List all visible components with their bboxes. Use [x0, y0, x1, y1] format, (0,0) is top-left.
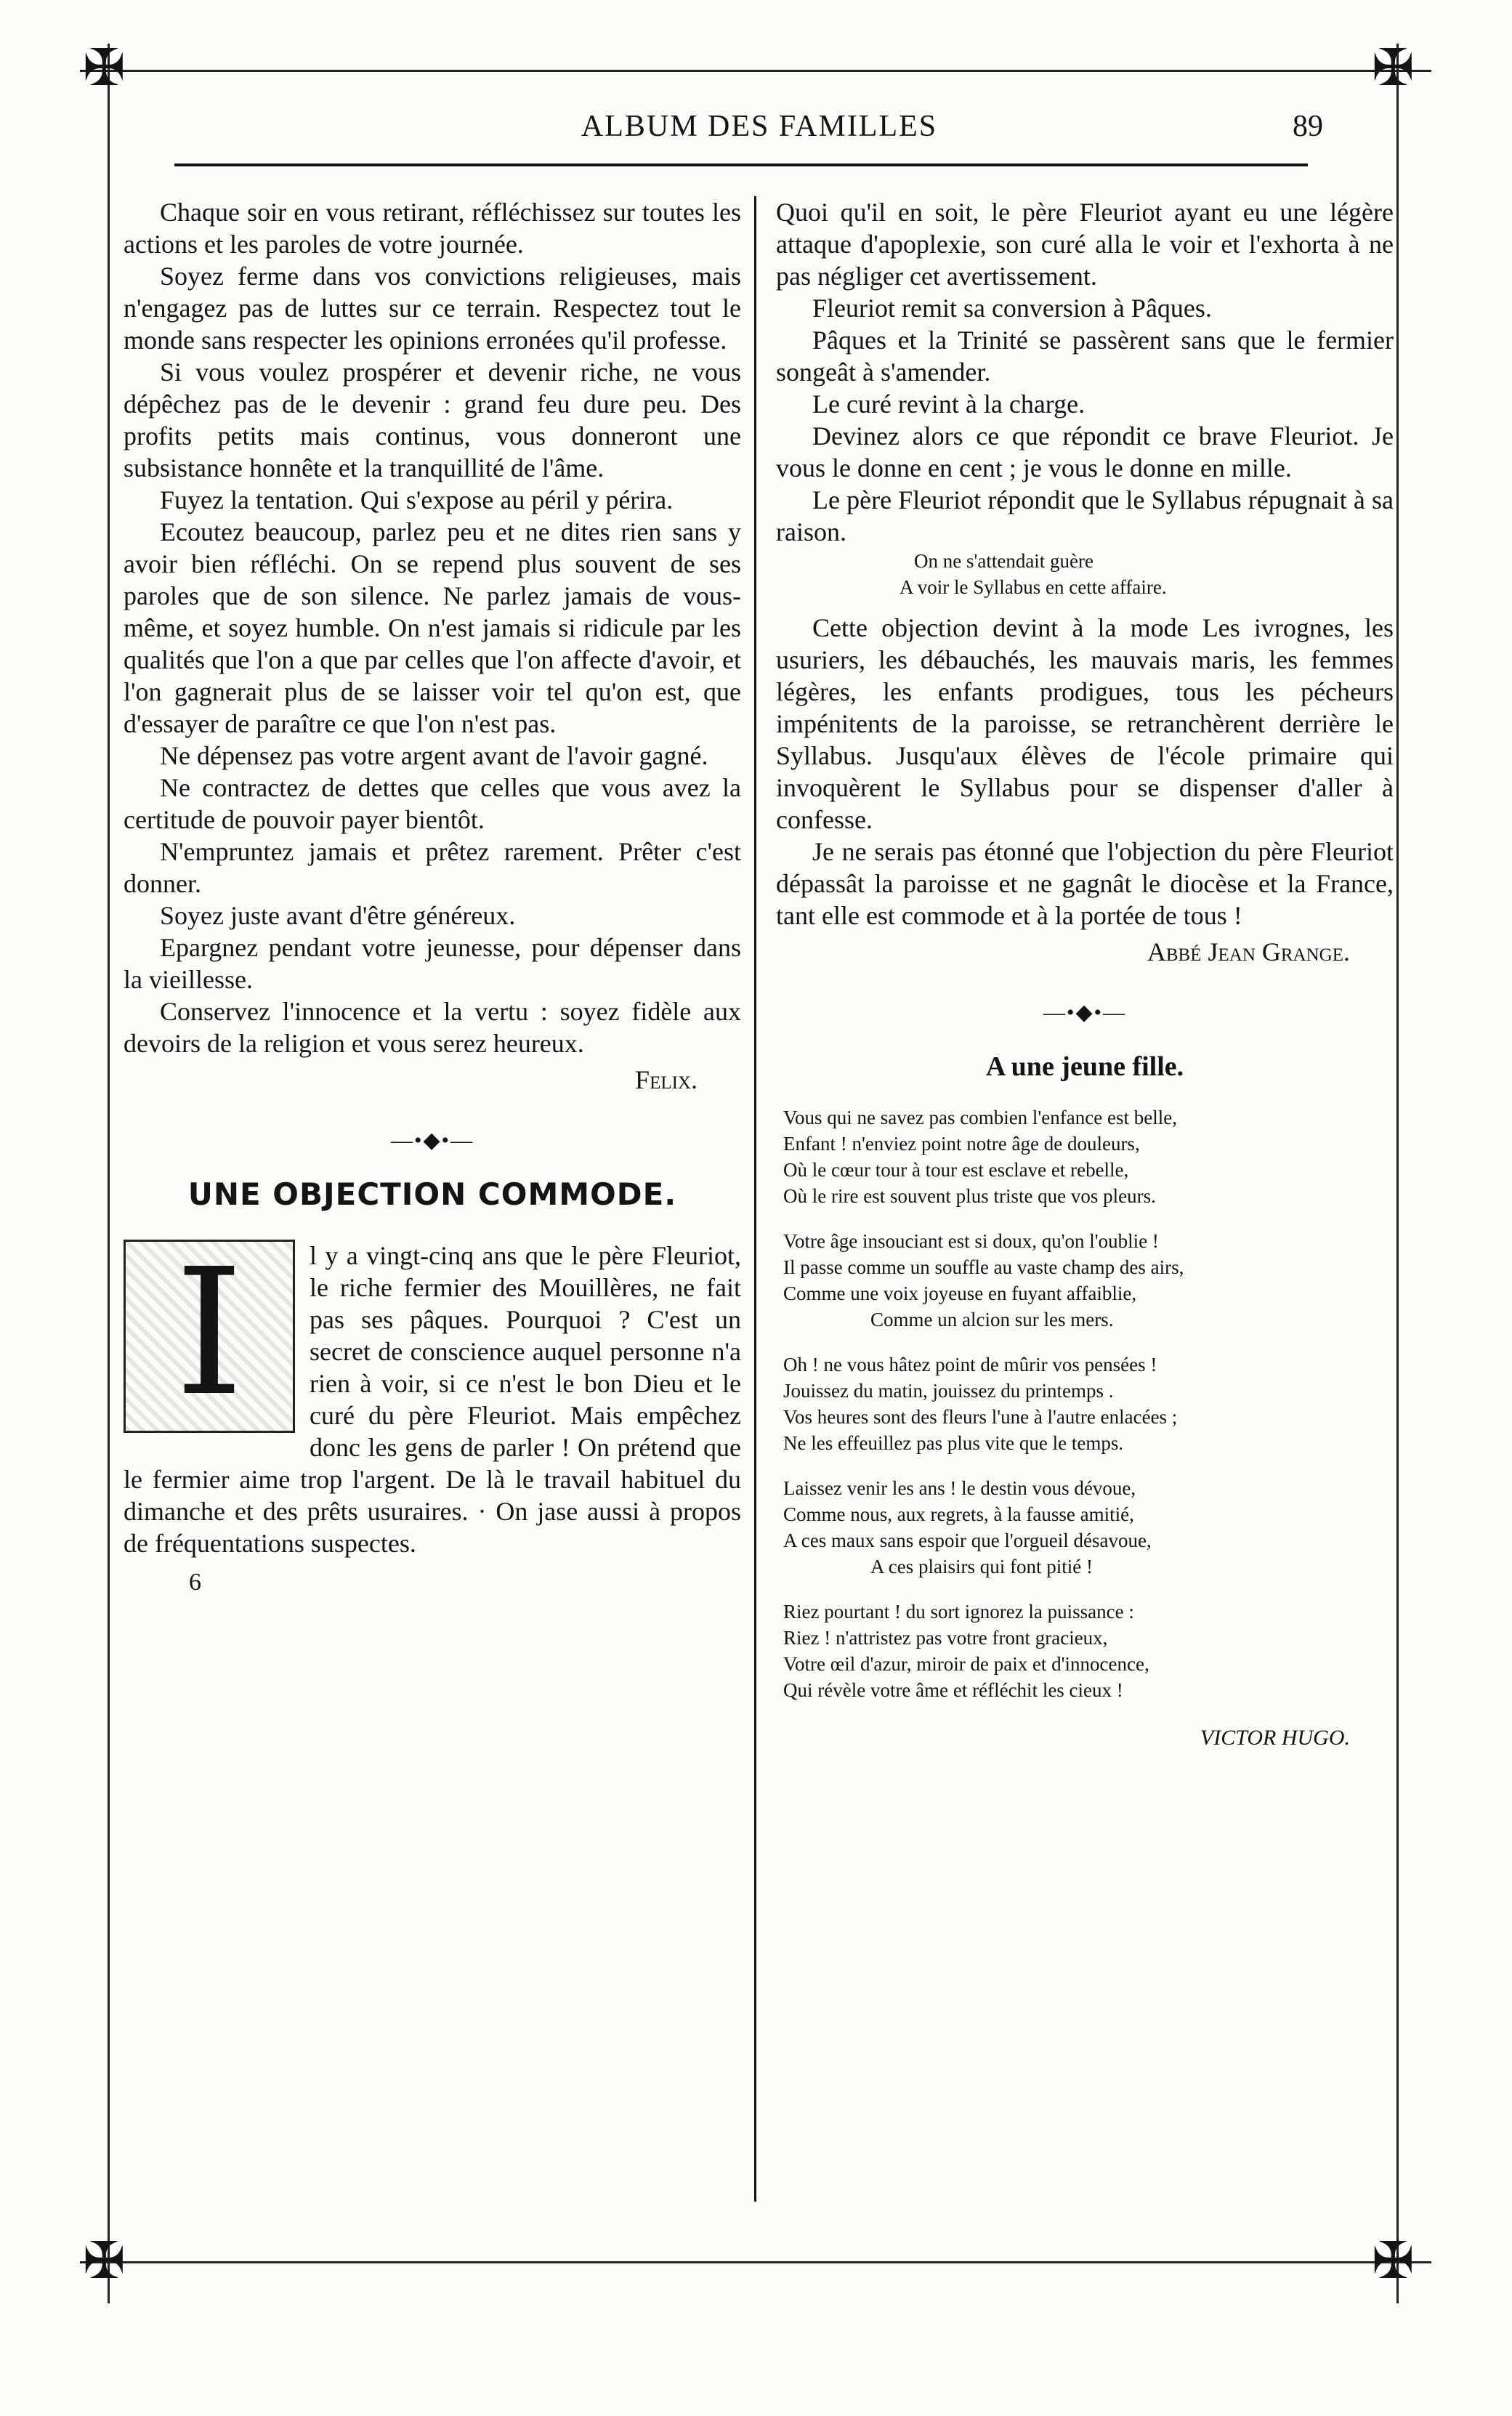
paragraph: Soyez juste avant d'être généreux. [160, 901, 516, 930]
poem-title: A une jeune fille. [985, 1051, 1184, 1082]
quote-line: On ne s'attendait guère [914, 550, 1094, 572]
paragraph: Conservez l'innocence et la vertu : soyez fidèle aux devoirs de la religion et vous serez heureux. [124, 997, 741, 1058]
column-divider [754, 196, 756, 2202]
article-opening [124, 1231, 741, 1559]
top-border [80, 70, 1431, 72]
signature-grange: Abbé Jean Grange. [1147, 937, 1350, 966]
paragraph: Devinez alors ce que répondit ce brave Fleuriot. Je vous le donne en cent ; je vous le donne en mille. [776, 421, 1394, 482]
poem-line: Votre œil d'azur, miroir de paix et d'innocence, [783, 1653, 1149, 1675]
poem-line: Comme nous, aux regrets, à la fausse amitié, [783, 1503, 1134, 1525]
corner-ornament-tr: ✠ [1372, 41, 1415, 97]
paragraph: Fleuriot remit sa conversion à Pâques. [812, 294, 1212, 323]
poem-stanza [783, 1352, 1394, 1456]
ornament-divider: —•◆•— [1043, 1001, 1127, 1025]
paragraph: Pâques et la Trinité se passèrent sans que le fermier songeât à s'amender. [776, 326, 1394, 387]
paragraph: Si vous voulez prospérer et devenir riche, ne vous dépêchez pas de le devenir : grand feu dure peu. Des profits petits mais continus, vous donneront une subsistance honnête et la tranquillité de l'âme. [124, 357, 741, 482]
paragraph: Soyez ferme dans vos convictions religieuses, mais n'engagez pas de luttes sur ce terrain. Respectez tout le monde sans respecter les opinions erronées qu'il professe. [124, 262, 741, 355]
poem-line: Oh ! ne vous hâtez point de mûrir vos pensées ! [783, 1354, 1157, 1375]
paragraph: Chaque soir en vous retirant, réfléchissez sur toutes les actions et les paroles de votre journée. [124, 198, 741, 259]
poem-line: Riez ! n'attristez pas votre front gracieux, [783, 1627, 1108, 1649]
poem-line: Votre âge insouciant est si doux, qu'on l'oublie ! [783, 1230, 1159, 1252]
poem-line: Comme un alcion sur les mers. [870, 1309, 1114, 1330]
drop-cap-illuminated: I [124, 1240, 295, 1433]
corner-ornament-tl: ✠ [83, 41, 126, 97]
poem-line: Riez pourtant ! du sort ignorez la puissance : [783, 1601, 1134, 1623]
poem-author: VICTOR HUGO. [1200, 1726, 1350, 1750]
paragraph: Cette objection devint à la mode Les ivrognes, les usuriers, les débauchés, les mauvais maris, les femmes légères, les enfants prodigues, tous les pécheurs impénitents de la paroisse, se retranchèrent derrière le Syllabus. Jusqu'aux élèves de l'école primaire qui invoquèrent le Syllabus pour se dispenser d'aller à confesse. [776, 613, 1394, 834]
left-border [108, 44, 110, 2303]
corner-ornament-bl: ✠ [83, 2234, 126, 2290]
paragraph: N'empruntez jamais et prêtez rarement. Prêter c'est donner. [124, 837, 741, 898]
left-column [124, 196, 741, 1599]
paragraph: Le père Fleuriot répondit que le Syllabus répugnait à sa raison. [776, 485, 1394, 546]
paragraph: Epargnez pendant votre jeunesse, pour dépenser dans la vieillesse. [124, 933, 741, 994]
poem-stanza [783, 1599, 1394, 1703]
poem-line: Jouissez du matin, jouissez du printemps . [783, 1380, 1114, 1402]
poem-line: A ces plaisirs qui font pitié ! [870, 1556, 1093, 1577]
running-title: ALBUM DES FAMILLES [581, 110, 938, 143]
article-text: l y a vingt-cinq ans que le père Fleuriot, le riche fermier des Mouillères, ne fait pas ses pâques. Pourquoi ? C'est un secret de conscience auquel personne n'a rien à voir, si ce n'est le bon Dieu et le curé du père Fleuriot. Mais empêchez donc les gens de parler ! On prétend que le fermier aime trop l'argent. De là le travail habituel du dimanche et des prêts usuraires. · On jase aussi à propos de fréquentations suspectes. [124, 1241, 741, 1558]
signature-felix: Felix. [635, 1065, 698, 1094]
poem-line: Vos heures sont des fleurs l'une à l'autre enlacées ; [783, 1406, 1178, 1428]
poem-stanza [783, 1228, 1394, 1333]
paragraph: Quoi qu'il en soit, le père Fleuriot ayant eu une légère attaque d'apoplexie, son curé alla le voir et l'exhorta à ne pas négliger cet avertissement. [776, 198, 1394, 291]
header-rule [174, 163, 1308, 166]
paragraph: Je ne serais pas étonné que l'objection du père Fleuriot dépassât la paroisse et ne gagnât le diocèse et la France, tant elle est commode et à la portée de tous ! [776, 837, 1394, 930]
paragraph: Ecoutez beaucoup, parlez peu et ne dites rien sans y avoir bien réfléchi. On se repend plus souvent de ses paroles que de son silence. Ne parlez jamais de vous-même, et soyez humble. On n'est jamais si ridicule par les qualités que l'on a que par celles que l'on affecte d'avoir, et l'on gagnerait plus de se laisser voir tel qu'on est, que d'essayer de paraître ce que l'on n'est pas. [124, 517, 741, 738]
ornament-divider: —•◆•— [390, 1128, 474, 1152]
poem-line: Enfant ! n'enviez point notre âge de douleurs, [783, 1133, 1140, 1155]
quote-line: A voir le Syllabus en cette affaire. [899, 576, 1167, 598]
poem-line: Qui révèle votre âme et réfléchit les cieux ! [783, 1679, 1123, 1701]
poem-line: A ces maux sans espoir que l'orgueil désavoue, [783, 1530, 1152, 1551]
article-title: UNE OBJECTION COMMODE. [187, 1176, 677, 1212]
poem-line: Comme une voix joyeuse en fuyant affaiblie, [783, 1282, 1137, 1304]
paragraph: Fuyez la tentation. Qui s'expose au péril y périra. [160, 485, 674, 514]
poem-stanza [783, 1104, 1394, 1209]
corner-ornament-br: ✠ [1372, 2234, 1415, 2290]
paragraph: Ne contractez de dettes que celles que vous avez la certitude de pouvoir payer bientôt. [124, 773, 741, 834]
bottom-border [80, 2261, 1431, 2263]
poem-stanza [783, 1475, 1394, 1580]
paragraph: Ne dépensez pas votre argent avant de l'avoir gagné. [160, 741, 708, 770]
signature-number: 6 [189, 1569, 201, 1596]
poem-line: Vous qui ne savez pas combien l'enfance est belle, [783, 1107, 1177, 1128]
right-border [1396, 44, 1399, 2303]
poem-line: Ne les effeuillez pas plus vite que le temps. [783, 1432, 1124, 1454]
poem-line: Il passe comme un souffle au vaste champ des airs, [783, 1256, 1184, 1278]
paragraph: Le curé revint à la charge. [812, 389, 1086, 419]
poem-line: Laissez venir les ans ! le destin vous dévoue, [783, 1477, 1136, 1499]
page-number: 89 [1293, 110, 1323, 143]
right-column [776, 196, 1394, 1754]
poem-line: Où le cœur tour à tour est esclave et rebelle, [783, 1159, 1129, 1181]
poem-line: Où le rire est souvent plus triste que vos pleurs. [783, 1185, 1156, 1207]
